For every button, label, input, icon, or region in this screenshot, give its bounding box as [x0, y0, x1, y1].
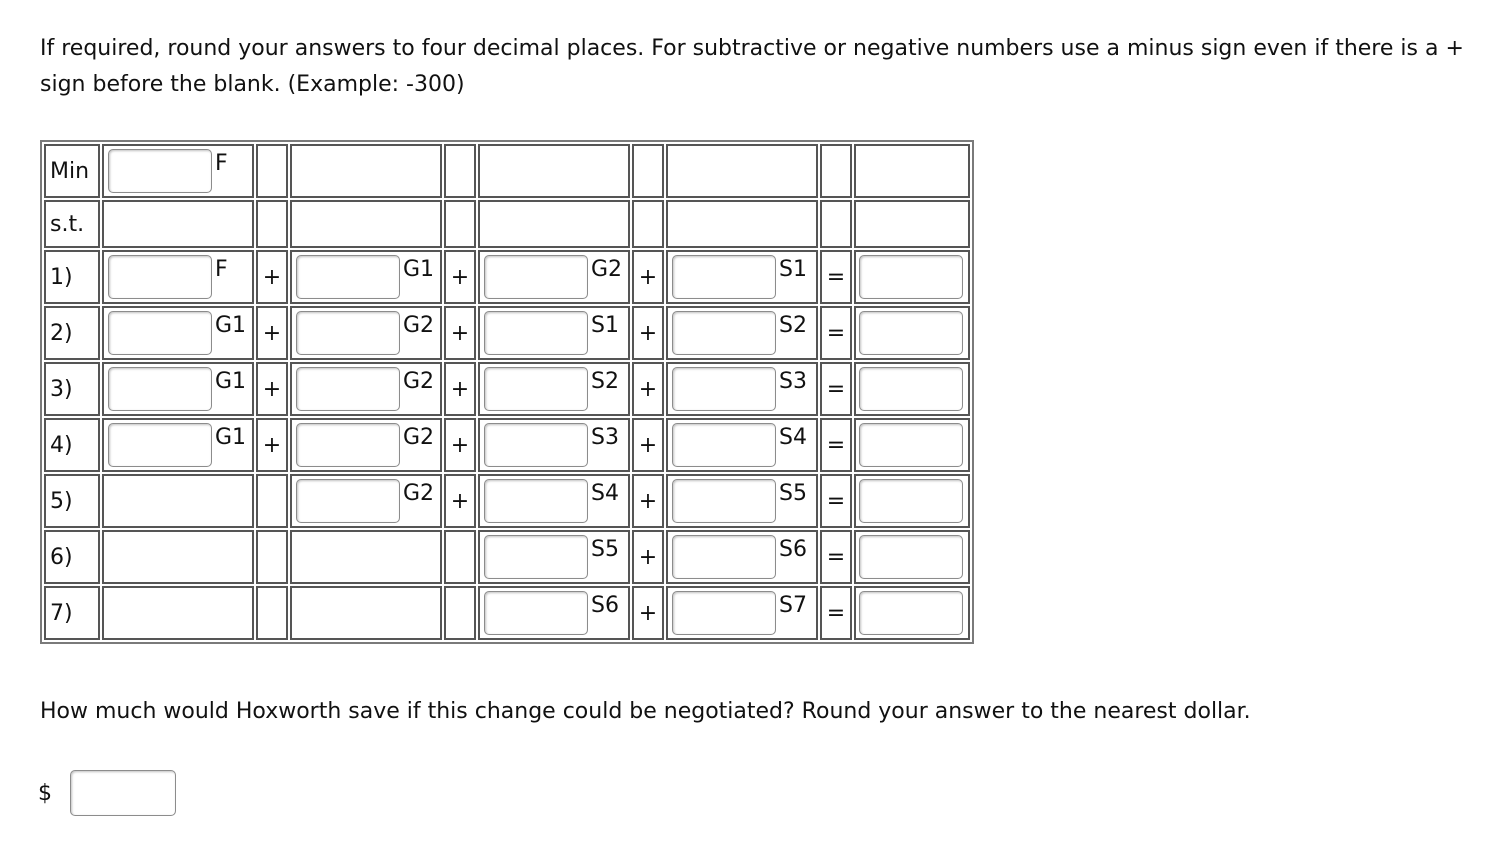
coefficient-input-7-s7[interactable]	[672, 591, 776, 635]
constraint-term-cell	[102, 362, 254, 416]
equals-cell	[820, 250, 852, 304]
equals-cell	[820, 362, 852, 416]
plus-sign: +	[450, 432, 470, 458]
plus-cell	[444, 474, 476, 528]
constraint-term-cell	[102, 250, 254, 304]
empty-cell	[290, 200, 442, 248]
empty-cell	[820, 144, 852, 198]
variable-label: G2	[403, 313, 435, 338]
constraint-label-cell	[44, 418, 100, 472]
constraint-label: 3)	[50, 376, 73, 402]
coefficient-input-7-s6[interactable]	[484, 591, 588, 635]
empty-cell	[102, 586, 254, 640]
plus-cell	[256, 306, 288, 360]
objective-row	[44, 144, 970, 198]
objective-term-cell	[102, 144, 254, 198]
plus-sign: +	[450, 376, 470, 402]
coefficient-input-2-g2[interactable]	[296, 311, 400, 355]
variable-label: S5	[591, 537, 619, 562]
constraint-label: 1)	[50, 264, 73, 290]
plus-sign: +	[262, 320, 282, 346]
variable-label: F	[215, 257, 228, 282]
rhs-input-2[interactable]	[859, 311, 963, 355]
variable-label: S4	[779, 425, 807, 450]
currency-symbol: $	[38, 780, 52, 806]
variable-label: G2	[403, 481, 435, 506]
variable-label: G1	[403, 257, 435, 282]
empty-cell	[256, 530, 288, 584]
plus-cell	[256, 418, 288, 472]
empty-cell	[444, 586, 476, 640]
plus-sign: +	[262, 432, 282, 458]
empty-cell	[256, 144, 288, 198]
plus-cell	[256, 250, 288, 304]
lp-model-table	[40, 140, 974, 644]
equals-sign: =	[826, 600, 846, 626]
equals-cell	[820, 586, 852, 640]
equals-sign: =	[826, 544, 846, 570]
variable-label: S4	[591, 481, 619, 506]
plus-cell	[632, 418, 664, 472]
plus-sign: +	[638, 544, 658, 570]
empty-cell	[666, 200, 818, 248]
equals-sign: =	[826, 264, 846, 290]
coefficient-input-2-s1[interactable]	[484, 311, 588, 355]
variable-label: G1	[215, 425, 247, 450]
variable-label: S3	[591, 425, 619, 450]
constraint-label-cell	[44, 250, 100, 304]
plus-cell	[444, 362, 476, 416]
plus-sign: +	[638, 600, 658, 626]
objective-label: Min	[50, 158, 90, 184]
rhs-input-4[interactable]	[859, 423, 963, 467]
empty-cell	[820, 200, 852, 248]
coefficient-input-6-s5[interactable]	[484, 535, 588, 579]
empty-cell	[102, 530, 254, 584]
constraint-term-cell	[290, 306, 442, 360]
constraint-term-cell	[290, 418, 442, 472]
coefficient-input-1-g1[interactable]	[296, 255, 400, 299]
constraint-label-cell	[44, 530, 100, 584]
empty-cell	[666, 144, 818, 198]
constraint-row-3	[44, 362, 970, 416]
constraint-term-cell	[102, 418, 254, 472]
constraint-term-cell	[666, 474, 818, 528]
equals-sign: =	[826, 320, 846, 346]
constraint-label: 5)	[50, 488, 73, 514]
coefficient-input-4-s3[interactable]	[484, 423, 588, 467]
rhs-input-5[interactable]	[859, 479, 963, 523]
constraint-row-1	[44, 250, 970, 304]
constraint-label: 4)	[50, 432, 73, 458]
savings-input[interactable]	[70, 770, 176, 816]
constraint-term-cell	[102, 306, 254, 360]
constraint-row-7	[44, 586, 970, 640]
empty-cell	[102, 474, 254, 528]
plus-cell	[444, 306, 476, 360]
empty-cell	[256, 474, 288, 528]
plus-sign: +	[450, 264, 470, 290]
coefficient-input-1-f[interactable]	[108, 255, 212, 299]
empty-cell	[478, 200, 630, 248]
plus-cell	[632, 530, 664, 584]
equals-sign: =	[826, 376, 846, 402]
objective-var-label: F	[215, 151, 228, 176]
constraint-label: 2)	[50, 320, 73, 346]
variable-label: S2	[591, 369, 619, 394]
constraint-term-cell	[478, 474, 630, 528]
variable-label: S6	[779, 537, 807, 562]
empty-cell	[632, 200, 664, 248]
variable-label: S2	[779, 313, 807, 338]
empty-cell	[632, 144, 664, 198]
plus-sign: +	[638, 320, 658, 346]
empty-cell	[290, 530, 442, 584]
rhs-cell	[854, 586, 970, 640]
constraint-term-cell	[666, 418, 818, 472]
coefficient-input-2-s2[interactable]	[672, 311, 776, 355]
plus-sign: +	[450, 488, 470, 514]
coefficient-input-1-g2[interactable]	[484, 255, 588, 299]
objective-label-cell	[44, 144, 100, 198]
empty-cell	[102, 200, 254, 248]
constraint-term-cell	[478, 586, 630, 640]
empty-cell	[444, 530, 476, 584]
plus-sign: +	[450, 320, 470, 346]
rhs-input-1[interactable]	[859, 255, 963, 299]
equals-cell	[820, 474, 852, 528]
constraint-term-cell	[290, 362, 442, 416]
constraint-term-cell	[478, 306, 630, 360]
plus-cell	[632, 306, 664, 360]
equals-sign: =	[826, 432, 846, 458]
plus-cell	[444, 250, 476, 304]
coefficient-input-2-g1[interactable]	[108, 311, 212, 355]
plus-sign: +	[638, 432, 658, 458]
coefficient-input-4-g2[interactable]	[296, 423, 400, 467]
variable-label: G1	[215, 313, 247, 338]
constraint-label-cell	[44, 586, 100, 640]
coefficient-input-3-s3[interactable]	[672, 367, 776, 411]
constraint-row-4	[44, 418, 970, 472]
plus-cell	[632, 474, 664, 528]
rhs-cell	[854, 306, 970, 360]
constraint-term-cell	[290, 250, 442, 304]
coefficient-input-5-s5[interactable]	[672, 479, 776, 523]
plus-sign: +	[262, 376, 282, 402]
equals-cell	[820, 530, 852, 584]
constraint-label: 6)	[50, 544, 73, 570]
coefficient-input-4-s4[interactable]	[672, 423, 776, 467]
rhs-input-6[interactable]	[859, 535, 963, 579]
coefficient-input-3-s2[interactable]	[484, 367, 588, 411]
coefficient-input-3-g2[interactable]	[296, 367, 400, 411]
plus-cell	[632, 586, 664, 640]
plus-cell	[632, 362, 664, 416]
subject-to-label: s.t.	[50, 211, 85, 237]
equals-cell	[820, 306, 852, 360]
coefficient-input-5-s4[interactable]	[484, 479, 588, 523]
plus-sign: +	[638, 488, 658, 514]
variable-label: S1	[779, 257, 807, 282]
empty-cell	[256, 586, 288, 640]
equals-sign: =	[826, 488, 846, 514]
coefficient-input-1-s1[interactable]	[672, 255, 776, 299]
plus-sign: +	[262, 264, 282, 290]
subject-to-row	[44, 200, 970, 248]
constraint-term-cell	[666, 362, 818, 416]
constraint-row-6	[44, 530, 970, 584]
constraint-term-cell	[666, 530, 818, 584]
plus-cell	[632, 250, 664, 304]
constraint-term-cell	[478, 530, 630, 584]
empty-cell	[478, 144, 630, 198]
variable-label: S7	[779, 593, 807, 618]
rhs-cell	[854, 250, 970, 304]
plus-cell	[256, 362, 288, 416]
savings-question: How much would Hoxworth save if this change could be negotiated? Round your answer to the nearest dollar.	[40, 699, 1251, 724]
constraint-label-cell	[44, 474, 100, 528]
constraint-row-2	[44, 306, 970, 360]
variable-label: G2	[403, 425, 435, 450]
coefficient-input-6-s6[interactable]	[672, 535, 776, 579]
constraint-label-cell	[44, 362, 100, 416]
rhs-cell	[854, 418, 970, 472]
constraint-label-cell	[44, 306, 100, 360]
rhs-cell	[854, 530, 970, 584]
empty-cell	[854, 200, 970, 248]
constraint-term-cell	[666, 250, 818, 304]
empty-cell	[290, 586, 442, 640]
constraint-label: 7)	[50, 600, 73, 626]
plus-sign: +	[638, 376, 658, 402]
coefficient-input-3-g1[interactable]	[108, 367, 212, 411]
variable-label: G2	[591, 257, 623, 282]
constraint-row-5	[44, 474, 970, 528]
equals-cell	[820, 418, 852, 472]
rhs-cell	[854, 362, 970, 416]
empty-cell	[290, 144, 442, 198]
constraint-term-cell	[666, 306, 818, 360]
savings-answer	[38, 770, 176, 816]
constraint-term-cell	[290, 474, 442, 528]
empty-cell	[444, 144, 476, 198]
instructions-text: If required, round your answers to four decimal places. For subtractive or negative numbers use a minus sign even if there is a + sign before the blank. (Example: -300)	[40, 36, 1464, 97]
variable-label: S1	[591, 313, 619, 338]
empty-cell	[444, 200, 476, 248]
variable-label: G2	[403, 369, 435, 394]
coefficient-input-5-g2[interactable]	[296, 479, 400, 523]
empty-cell	[854, 144, 970, 198]
plus-sign: +	[638, 264, 658, 290]
variable-label: G1	[215, 369, 247, 394]
subject-to-cell	[44, 200, 100, 248]
constraint-term-cell	[666, 586, 818, 640]
variable-label: S3	[779, 369, 807, 394]
empty-cell	[256, 200, 288, 248]
variable-label: S5	[779, 481, 807, 506]
rhs-cell	[854, 474, 970, 528]
rhs-input-7[interactable]	[859, 591, 963, 635]
objective-coefficient-input-f[interactable]	[108, 149, 212, 193]
rhs-input-3[interactable]	[859, 367, 963, 411]
plus-cell	[444, 418, 476, 472]
coefficient-input-4-g1[interactable]	[108, 423, 212, 467]
variable-label: S6	[591, 593, 619, 618]
constraint-term-cell	[478, 362, 630, 416]
constraint-term-cell	[478, 418, 630, 472]
constraint-term-cell	[478, 250, 630, 304]
